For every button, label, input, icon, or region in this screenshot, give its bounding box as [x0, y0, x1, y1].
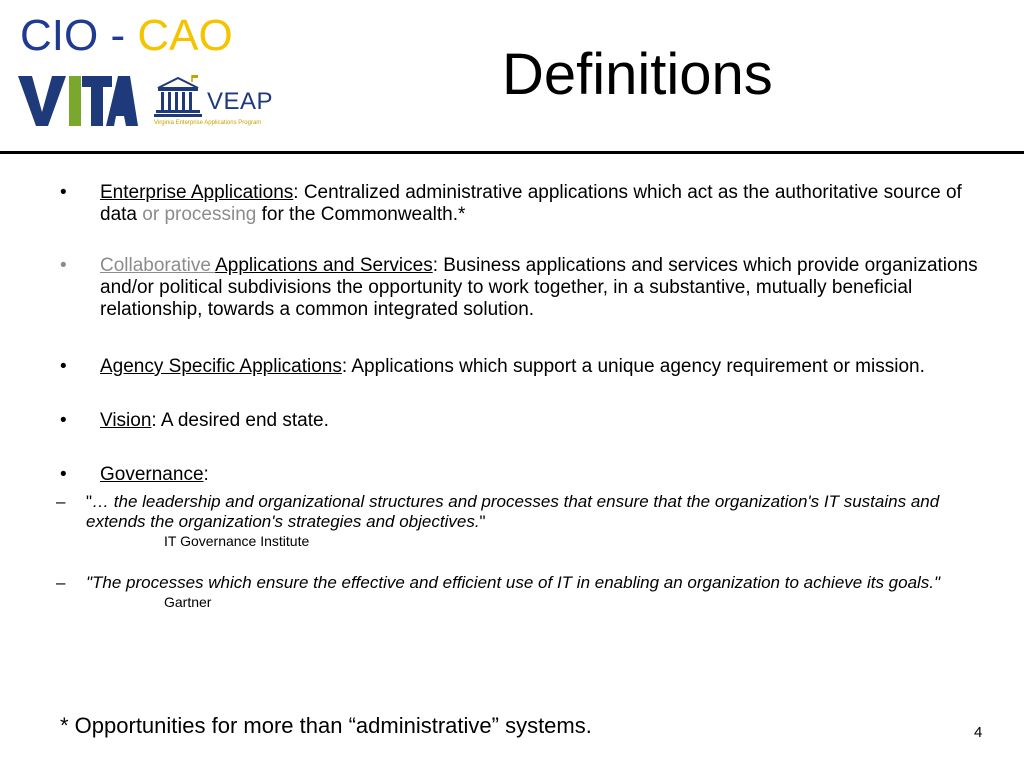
definitions-list: [56, 182, 1000, 611]
sub-bullet-dash: –: [56, 573, 66, 592]
brand-heading: [20, 12, 233, 60]
list-item-governance: [60, 464, 1000, 486]
sub-bullet-dash: –: [56, 492, 66, 511]
vita-logo: [18, 74, 138, 133]
definition-gray-text: or processing: [142, 204, 257, 225]
governance-quote-gartner: [0, 573, 1000, 593]
brand-cio: CIO: [20, 11, 99, 60]
quote-text: "The processes which ensure the effective and efficient use of IT in enabling an organization to achieve its goals.": [86, 573, 941, 592]
term-applications-and-services: Applications and Services: [215, 255, 433, 276]
veap-logo-subtitle: Virginia Enterprise Applications Program: [154, 120, 262, 126]
term-vision: Vision: [100, 410, 152, 431]
bullet-marker: •: [60, 464, 67, 485]
veap-logo-text: VEAP: [207, 88, 274, 115]
term-governance: Governance: [100, 464, 204, 485]
quote-source: Gartner: [164, 594, 212, 610]
brand-dash: -: [110, 11, 126, 60]
page-title: Definitions: [502, 42, 773, 107]
definition-text: : A desired end state.: [151, 410, 329, 431]
quote-open-mark: ": [86, 492, 93, 511]
quote-source: IT Governance Institute: [164, 533, 310, 549]
bullet-marker: •: [60, 356, 67, 377]
list-item-enterprise-applications: [60, 182, 1000, 226]
term-enterprise-applications: Enterprise Applications: [100, 182, 294, 203]
bullet-marker: •: [60, 255, 67, 276]
definition-text: : Applications which support a unique agency requirement or mission.: [341, 356, 925, 377]
footnote: * Opportunities for more than “administrative” systems.: [60, 713, 592, 738]
veap-logo: [152, 74, 302, 132]
term-agency-specific-applications: Agency Specific Applications: [100, 356, 342, 377]
definition-text-end: for the Commonwealth.*: [256, 204, 466, 225]
list-item-vision: [60, 410, 1000, 432]
quote-close-mark: ": [479, 512, 486, 531]
list-item-collaborative-applications: [60, 255, 1000, 321]
quote-text: … the leadership and organizational structures and processes that ensure that the organization's IT sustains and extends the organization's strategies and objectives.: [86, 492, 940, 531]
definition-text: : Business applications and services which provide organizations and/or political subdivisions the opportunity to work together, in a substantive, mutually beneficial relationship, towards a common integrated solution.: [100, 255, 978, 320]
bullet-marker: •: [60, 182, 67, 203]
brand-cao: CAO: [137, 11, 233, 60]
page-number: 4: [974, 724, 983, 741]
term-collaborative: Collaborative: [100, 255, 216, 276]
definition-text: :: [203, 464, 209, 485]
definition-text: : Centralized administrative applications which act as the authoritative source of data: [100, 182, 962, 225]
list-item-agency-specific-applications: [60, 356, 1000, 378]
bullet-marker: •: [60, 410, 67, 431]
title-divider: [0, 151, 1024, 154]
governance-quote-itgi: [0, 492, 1000, 532]
